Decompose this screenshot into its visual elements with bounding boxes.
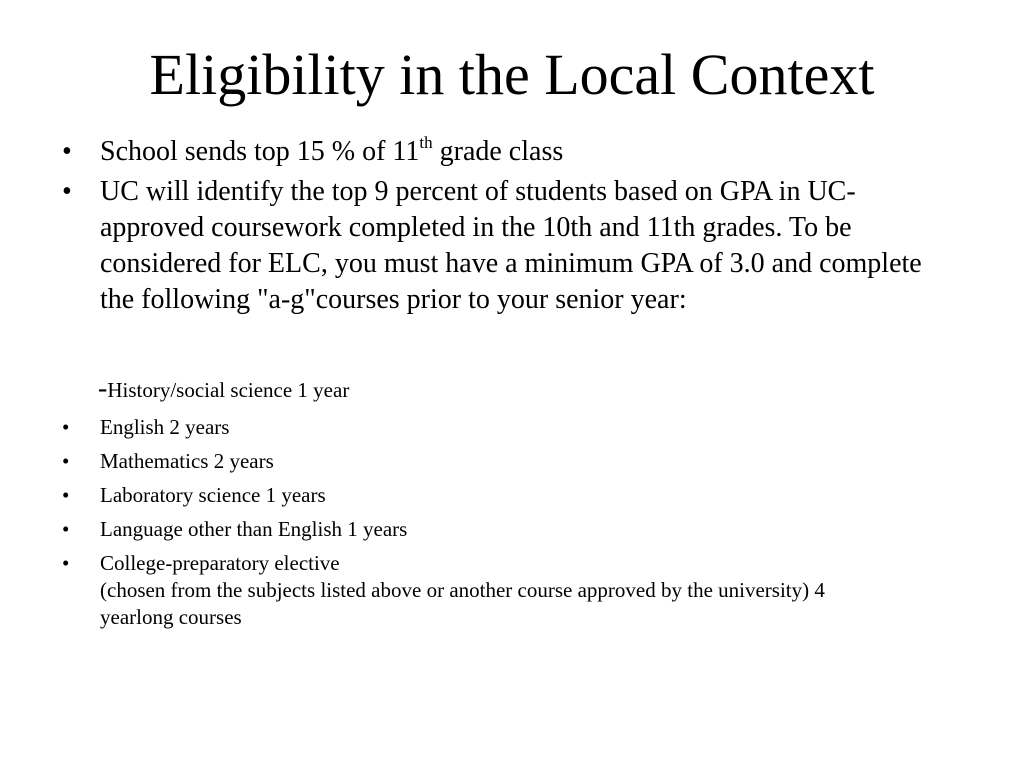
- course-text: Language other than English 1 years: [100, 517, 408, 541]
- course-text: College-preparatory elective: [100, 551, 340, 575]
- bullet-text: School sends top 15 % of 11: [100, 136, 420, 167]
- course-item: [0, 482, 1024, 509]
- sub-item-history: [98, 374, 349, 405]
- slide-title: Eligibility in the Local Context: [149, 42, 875, 107]
- superscript-text: th: [419, 133, 433, 152]
- course-text: Mathematics 2 years: [100, 449, 274, 473]
- bullet-icon: •: [62, 517, 70, 541]
- course-note: (chosen from the subjects listed above or another course approved by the university) 4 yearlong courses: [100, 578, 825, 629]
- bullet-text: UC will identify the top 9 percent of students based on GPA in UC-approved coursework completed in the 10th and 11th grades. To be considered for ELC, you must have a minimum GPA of 3.0 and complete the following "a-g"courses prior to your senior year:: [100, 176, 922, 315]
- main-bullet-item: [0, 174, 1024, 318]
- bullet-icon: •: [62, 136, 72, 167]
- main-bullet-item: [0, 134, 1024, 170]
- bullet-icon: •: [62, 176, 72, 207]
- main-bullet-list: [0, 134, 1024, 322]
- course-requirement-list: [0, 414, 1024, 638]
- bullet-text-continued: grade class: [432, 136, 564, 167]
- course-item: [0, 448, 1024, 475]
- bullet-icon: •: [62, 483, 70, 507]
- bullet-icon: •: [62, 551, 70, 575]
- sub-item-text: History/social science 1 year: [107, 378, 350, 402]
- bullet-icon: •: [62, 449, 70, 473]
- course-text: Laboratory science 1 years: [100, 483, 326, 507]
- dash-icon: -: [98, 373, 108, 404]
- course-item: [0, 414, 1024, 441]
- course-item: [0, 516, 1024, 543]
- course-item: [0, 550, 1024, 631]
- bullet-icon: •: [62, 415, 70, 439]
- course-text: English 2 years: [100, 415, 230, 439]
